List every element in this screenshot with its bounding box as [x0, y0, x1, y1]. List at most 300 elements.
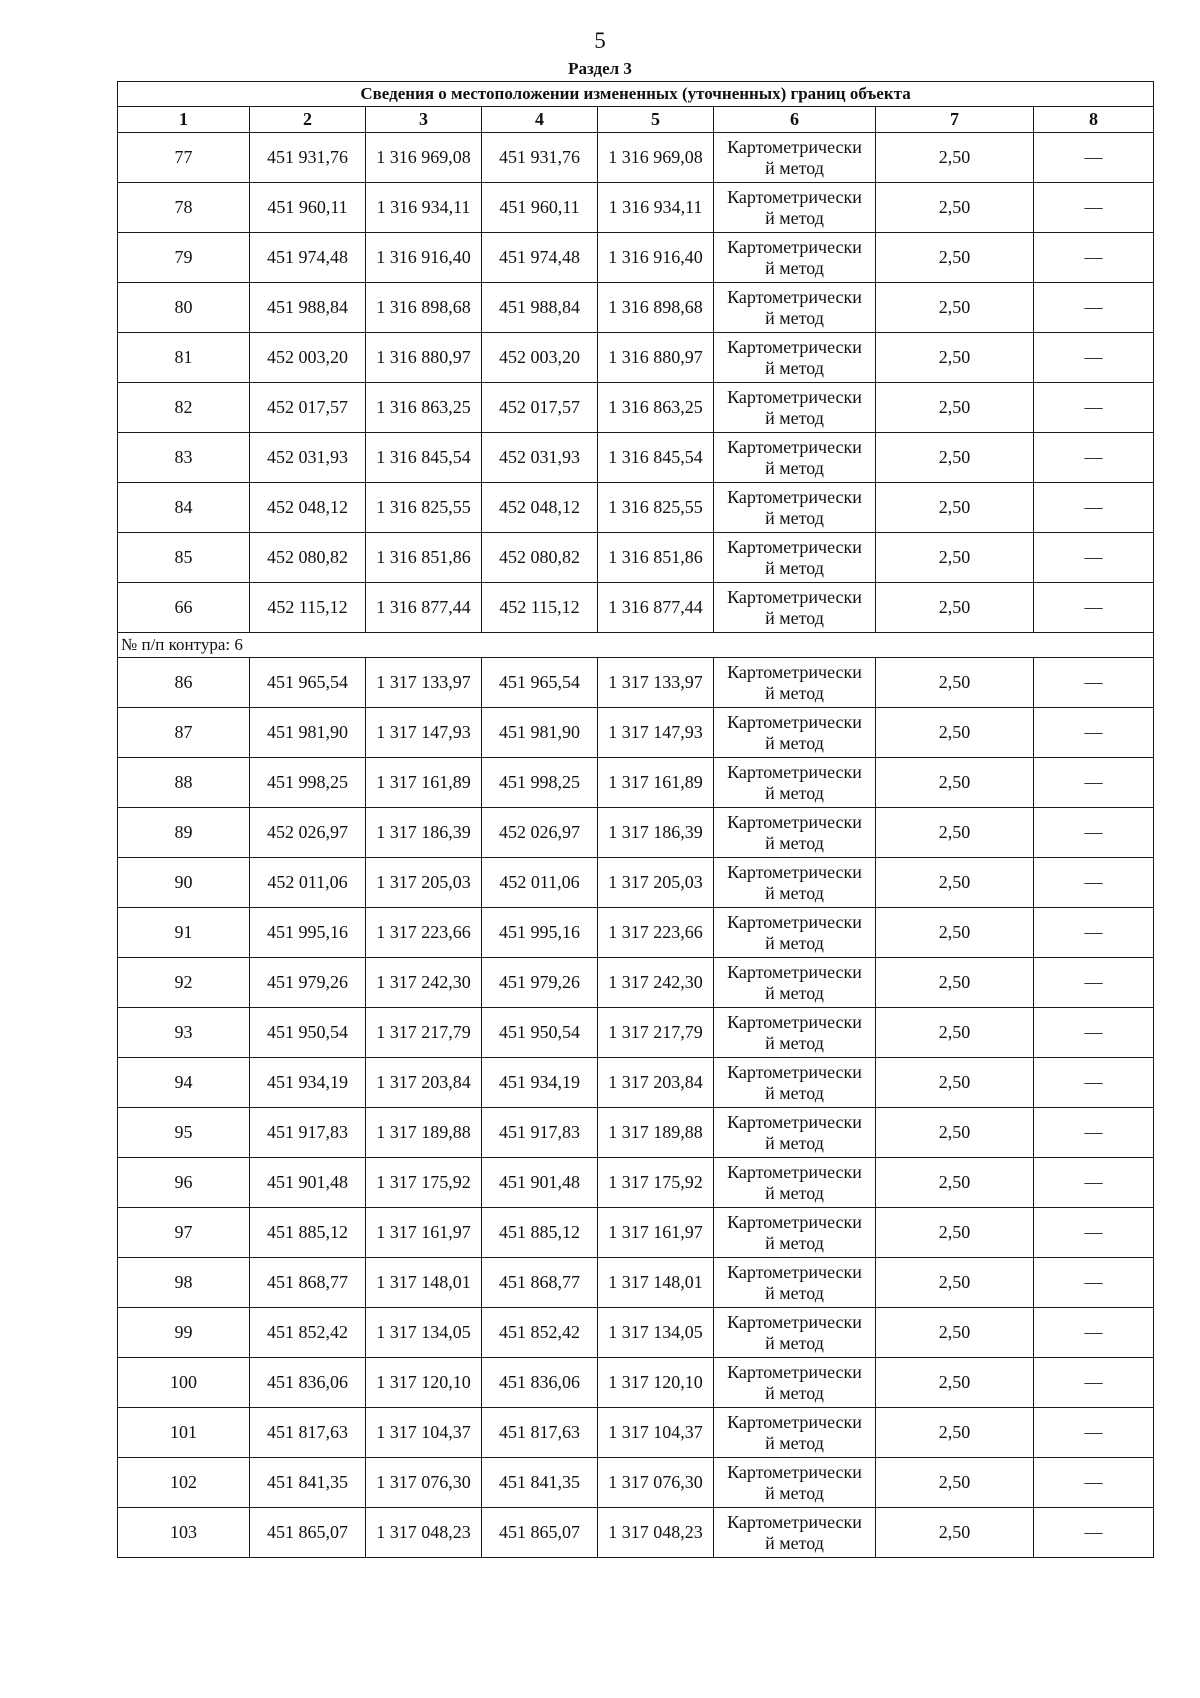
coord-y-cell: 1 316 825,55	[598, 483, 714, 533]
method-line-2: й метод	[765, 932, 824, 953]
method-line-2: й метод	[765, 607, 824, 628]
coord-x-cell: 452 031,93	[250, 433, 366, 483]
coord-y-cell: 1 316 825,55	[366, 483, 482, 533]
coord-y-cell: 1 316 863,25	[598, 383, 714, 433]
point-number-cell: 97	[118, 1208, 250, 1258]
accuracy-cell: 2,50	[876, 658, 1034, 708]
point-number-cell: 99	[118, 1308, 250, 1358]
method-line-1: Картометрически	[727, 1161, 862, 1182]
coord-x-cell: 451 865,07	[482, 1508, 598, 1558]
description-cell: —	[1034, 533, 1154, 583]
accuracy-cell: 2,50	[876, 1258, 1034, 1308]
accuracy-cell: 2,50	[876, 758, 1034, 808]
method-cell	[714, 483, 876, 533]
accuracy-cell: 2,50	[876, 908, 1034, 958]
coord-y-cell: 1 317 161,89	[366, 758, 482, 808]
method-line-1: Картометрически	[727, 186, 862, 207]
coord-x-cell: 451 868,77	[482, 1258, 598, 1308]
table-row	[118, 808, 1154, 858]
coord-y-cell: 1 317 203,84	[366, 1058, 482, 1108]
coord-y-cell: 1 317 148,01	[598, 1258, 714, 1308]
method-cell	[714, 283, 876, 333]
column-header: 6	[714, 107, 876, 133]
point-number-cell: 103	[118, 1508, 250, 1558]
method-cell	[714, 1058, 876, 1108]
method-line-1: Картометрически	[727, 336, 862, 357]
method-line-1: Картометрически	[727, 536, 862, 557]
method-cell	[714, 1208, 876, 1258]
method-cell	[714, 708, 876, 758]
table-caption-row	[118, 82, 1154, 107]
method-line-2: й метод	[765, 1482, 824, 1503]
accuracy-cell: 2,50	[876, 1208, 1034, 1258]
table-row	[118, 233, 1154, 283]
table-row	[118, 583, 1154, 633]
coord-x-cell: 451 865,07	[250, 1508, 366, 1558]
coord-x-cell: 451 836,06	[482, 1358, 598, 1408]
table-row	[118, 1008, 1154, 1058]
method-line-1: Картометрически	[727, 811, 862, 832]
coord-x-cell: 451 988,84	[250, 283, 366, 333]
coord-x-cell: 451 965,54	[250, 658, 366, 708]
method-line-1: Картометрически	[727, 386, 862, 407]
coord-y-cell: 1 316 845,54	[366, 433, 482, 483]
accuracy-cell: 2,50	[876, 433, 1034, 483]
method-cell	[714, 1358, 876, 1408]
point-number-cell: 96	[118, 1158, 250, 1208]
accuracy-cell: 2,50	[876, 233, 1034, 283]
coord-y-cell: 1 317 133,97	[366, 658, 482, 708]
method-line-1: Картометрически	[727, 1011, 862, 1032]
method-cell	[714, 583, 876, 633]
accuracy-cell: 2,50	[876, 858, 1034, 908]
coord-x-cell: 451 979,26	[482, 958, 598, 1008]
description-cell: —	[1034, 1508, 1154, 1558]
method-line-2: й метод	[765, 557, 824, 578]
coord-x-cell: 451 931,76	[250, 133, 366, 183]
coord-x-cell: 451 998,25	[250, 758, 366, 808]
column-header: 1	[118, 107, 250, 133]
coord-y-cell: 1 317 205,03	[598, 858, 714, 908]
description-cell: —	[1034, 1408, 1154, 1458]
coord-x-cell: 451 841,35	[250, 1458, 366, 1508]
method-line-1: Картометрически	[727, 286, 862, 307]
accuracy-cell: 2,50	[876, 383, 1034, 433]
coord-x-cell: 452 026,97	[250, 808, 366, 858]
coord-y-cell: 1 316 916,40	[598, 233, 714, 283]
coord-x-cell: 451 901,48	[250, 1158, 366, 1208]
method-line-2: й метод	[765, 982, 824, 1003]
table-row	[118, 1458, 1154, 1508]
coord-y-cell: 1 317 161,97	[598, 1208, 714, 1258]
coord-y-cell: 1 316 851,86	[598, 533, 714, 583]
table-row	[118, 858, 1154, 908]
coord-x-cell: 451 885,12	[250, 1208, 366, 1258]
coord-y-cell: 1 317 076,30	[366, 1458, 482, 1508]
description-cell: —	[1034, 858, 1154, 908]
method-line-2: й метод	[765, 257, 824, 278]
point-number-cell: 83	[118, 433, 250, 483]
coord-y-cell: 1 317 242,30	[598, 958, 714, 1008]
contour-label: № п/п контура: 6	[118, 633, 1154, 658]
description-cell: —	[1034, 583, 1154, 633]
table-row	[118, 533, 1154, 583]
method-cell	[714, 533, 876, 583]
coord-x-cell: 452 011,06	[482, 858, 598, 908]
coord-y-cell: 1 316 851,86	[366, 533, 482, 583]
table-row	[118, 708, 1154, 758]
table-row	[118, 908, 1154, 958]
method-cell	[714, 858, 876, 908]
accuracy-cell: 2,50	[876, 583, 1034, 633]
method-line-2: й метод	[765, 1532, 824, 1553]
coord-x-cell: 452 031,93	[482, 433, 598, 483]
coord-x-cell: 451 950,54	[482, 1008, 598, 1058]
point-number-cell: 86	[118, 658, 250, 708]
point-number-cell: 90	[118, 858, 250, 908]
accuracy-cell: 2,50	[876, 1008, 1034, 1058]
coord-y-cell: 1 317 186,39	[366, 808, 482, 858]
method-line-1: Картометрически	[727, 1411, 862, 1432]
coord-x-cell: 451 852,42	[250, 1308, 366, 1358]
description-cell: —	[1034, 1108, 1154, 1158]
coord-y-cell: 1 316 880,97	[598, 333, 714, 383]
coord-y-cell: 1 316 969,08	[598, 133, 714, 183]
coord-x-cell: 451 817,63	[482, 1408, 598, 1458]
coord-x-cell: 451 960,11	[250, 183, 366, 233]
coord-x-cell: 451 931,76	[482, 133, 598, 183]
coord-y-cell: 1 317 189,88	[366, 1108, 482, 1158]
method-line-2: й метод	[765, 1232, 824, 1253]
method-cell	[714, 1158, 876, 1208]
description-cell: —	[1034, 1458, 1154, 1508]
point-number-cell: 93	[118, 1008, 250, 1058]
coord-x-cell: 451 885,12	[482, 1208, 598, 1258]
coord-x-cell: 451 841,35	[482, 1458, 598, 1508]
coord-x-cell: 451 917,83	[250, 1108, 366, 1158]
method-line-2: й метод	[765, 157, 824, 178]
description-cell: —	[1034, 183, 1154, 233]
method-cell	[714, 1408, 876, 1458]
description-cell: —	[1034, 1058, 1154, 1108]
table-row	[118, 1508, 1154, 1558]
column-header: 7	[876, 107, 1034, 133]
coord-x-cell: 451 852,42	[482, 1308, 598, 1358]
point-number-cell: 88	[118, 758, 250, 808]
accuracy-cell: 2,50	[876, 1108, 1034, 1158]
method-cell	[714, 333, 876, 383]
point-number-cell: 102	[118, 1458, 250, 1508]
accuracy-cell: 2,50	[876, 1058, 1034, 1108]
coord-x-cell: 451 981,90	[482, 708, 598, 758]
method-line-2: й метод	[765, 1032, 824, 1053]
method-line-1: Картометрически	[727, 1261, 862, 1282]
coord-y-cell: 1 317 223,66	[366, 908, 482, 958]
section-title: Раздел 3	[568, 59, 632, 78]
coord-x-cell: 451 988,84	[482, 283, 598, 333]
method-line-2: й метод	[765, 1282, 824, 1303]
description-cell: —	[1034, 758, 1154, 808]
method-line-1: Картометрически	[727, 1211, 862, 1232]
accuracy-cell: 2,50	[876, 533, 1034, 583]
coord-y-cell: 1 317 120,10	[598, 1358, 714, 1408]
point-number-cell: 85	[118, 533, 250, 583]
coord-y-cell: 1 317 133,97	[598, 658, 714, 708]
coord-y-cell: 1 316 898,68	[366, 283, 482, 333]
method-line-1: Картометрически	[727, 1061, 862, 1082]
description-cell: —	[1034, 483, 1154, 533]
method-line-1: Картометрически	[727, 136, 862, 157]
method-cell	[714, 183, 876, 233]
table-row	[118, 1208, 1154, 1258]
method-line-2: й метод	[765, 507, 824, 528]
point-number-cell: 95	[118, 1108, 250, 1158]
method-line-2: й метод	[765, 1132, 824, 1153]
table-row	[118, 1258, 1154, 1308]
coord-x-cell: 452 048,12	[250, 483, 366, 533]
column-header: 8	[1034, 107, 1154, 133]
method-line-1: Картометрически	[727, 761, 862, 782]
coord-y-cell: 1 317 205,03	[366, 858, 482, 908]
method-line-1: Картометрически	[727, 861, 862, 882]
method-cell	[714, 383, 876, 433]
coord-y-cell: 1 317 217,79	[598, 1008, 714, 1058]
coord-x-cell: 452 080,82	[482, 533, 598, 583]
description-cell: —	[1034, 1358, 1154, 1408]
coord-x-cell: 451 965,54	[482, 658, 598, 708]
method-cell	[714, 133, 876, 183]
coord-y-cell: 1 317 161,97	[366, 1208, 482, 1258]
table-row	[118, 383, 1154, 433]
point-number-cell: 101	[118, 1408, 250, 1458]
method-cell	[714, 1008, 876, 1058]
table-row	[118, 1158, 1154, 1208]
coord-y-cell: 1 317 175,92	[366, 1158, 482, 1208]
coord-y-cell: 1 317 242,30	[366, 958, 482, 1008]
point-number-cell: 80	[118, 283, 250, 333]
contour-row	[118, 633, 1154, 658]
method-line-2: й метод	[765, 1082, 824, 1103]
point-number-cell: 94	[118, 1058, 250, 1108]
coord-x-cell: 451 817,63	[250, 1408, 366, 1458]
coordinates-table	[117, 81, 1154, 1558]
method-cell	[714, 808, 876, 858]
coord-x-cell: 452 115,12	[250, 583, 366, 633]
table-row	[118, 283, 1154, 333]
accuracy-cell: 2,50	[876, 1358, 1034, 1408]
table-row	[118, 133, 1154, 183]
coord-y-cell: 1 316 969,08	[366, 133, 482, 183]
coord-x-cell: 451 901,48	[482, 1158, 598, 1208]
coord-y-cell: 1 317 223,66	[598, 908, 714, 958]
method-line-1: Картометрически	[727, 436, 862, 457]
table-row	[118, 758, 1154, 808]
accuracy-cell: 2,50	[876, 1158, 1034, 1208]
coord-x-cell: 452 048,12	[482, 483, 598, 533]
coord-y-cell: 1 317 147,93	[366, 708, 482, 758]
description-cell: —	[1034, 333, 1154, 383]
coord-y-cell: 1 317 161,89	[598, 758, 714, 808]
method-line-1: Картометрически	[727, 586, 862, 607]
description-cell: —	[1034, 908, 1154, 958]
point-number-cell: 89	[118, 808, 250, 858]
coord-x-cell: 451 979,26	[250, 958, 366, 1008]
method-line-2: й метод	[765, 782, 824, 803]
method-line-1: Картометрически	[727, 1461, 862, 1482]
method-line-1: Картометрически	[727, 661, 862, 682]
table-row	[118, 483, 1154, 533]
coord-x-cell: 452 003,20	[482, 333, 598, 383]
point-number-cell: 87	[118, 708, 250, 758]
coord-x-cell: 451 974,48	[250, 233, 366, 283]
accuracy-cell: 2,50	[876, 483, 1034, 533]
coord-x-cell: 451 974,48	[482, 233, 598, 283]
method-line-2: й метод	[765, 307, 824, 328]
table-row	[118, 1108, 1154, 1158]
description-cell: —	[1034, 1208, 1154, 1258]
coord-x-cell: 451 995,16	[482, 908, 598, 958]
coord-x-cell: 452 026,97	[482, 808, 598, 858]
coord-x-cell: 451 995,16	[250, 908, 366, 958]
coord-y-cell: 1 317 120,10	[366, 1358, 482, 1408]
accuracy-cell: 2,50	[876, 1408, 1034, 1458]
coord-x-cell: 452 017,57	[250, 383, 366, 433]
coord-y-cell: 1 317 217,79	[366, 1008, 482, 1058]
method-line-2: й метод	[765, 732, 824, 753]
point-number-cell: 66	[118, 583, 250, 633]
table-row	[118, 1358, 1154, 1408]
description-cell: —	[1034, 808, 1154, 858]
point-number-cell: 100	[118, 1358, 250, 1408]
coord-y-cell: 1 317 104,37	[598, 1408, 714, 1458]
coord-y-cell: 1 317 104,37	[366, 1408, 482, 1458]
coord-y-cell: 1 317 048,23	[598, 1508, 714, 1558]
description-cell: —	[1034, 658, 1154, 708]
table-row	[118, 1308, 1154, 1358]
accuracy-cell: 2,50	[876, 1458, 1034, 1508]
accuracy-cell: 2,50	[876, 133, 1034, 183]
coord-y-cell: 1 316 877,44	[366, 583, 482, 633]
table-row	[118, 958, 1154, 1008]
description-cell: —	[1034, 133, 1154, 183]
table-row	[118, 658, 1154, 708]
coord-y-cell: 1 316 934,11	[598, 183, 714, 233]
table-row	[118, 333, 1154, 383]
point-number-cell: 82	[118, 383, 250, 433]
coord-x-cell: 451 981,90	[250, 708, 366, 758]
coord-y-cell: 1 316 880,97	[366, 333, 482, 383]
coord-y-cell: 1 317 147,93	[598, 708, 714, 758]
method-line-2: й метод	[765, 1182, 824, 1203]
method-cell	[714, 1308, 876, 1358]
method-line-1: Картометрически	[727, 1361, 862, 1382]
method-line-2: й метод	[765, 407, 824, 428]
accuracy-cell: 2,50	[876, 283, 1034, 333]
coord-x-cell: 451 917,83	[482, 1108, 598, 1158]
page-number: 5	[594, 28, 606, 53]
accuracy-cell: 2,50	[876, 1308, 1034, 1358]
coord-x-cell: 451 934,19	[482, 1058, 598, 1108]
coord-y-cell: 1 317 048,23	[366, 1508, 482, 1558]
table-caption: Сведения о местоположении измененных (уточненных) границ объекта	[118, 82, 1154, 107]
method-line-2: й метод	[765, 682, 824, 703]
description-cell: —	[1034, 1008, 1154, 1058]
coord-x-cell: 451 934,19	[250, 1058, 366, 1108]
coord-y-cell: 1 317 134,05	[598, 1308, 714, 1358]
description-cell: —	[1034, 958, 1154, 1008]
method-line-1: Картометрически	[727, 911, 862, 932]
method-line-2: й метод	[765, 457, 824, 478]
coord-y-cell: 1 317 189,88	[598, 1108, 714, 1158]
method-line-2: й метод	[765, 1432, 824, 1453]
method-cell	[714, 908, 876, 958]
description-cell: —	[1034, 1308, 1154, 1358]
accuracy-cell: 2,50	[876, 708, 1034, 758]
method-line-2: й метод	[765, 832, 824, 853]
method-cell	[714, 1258, 876, 1308]
method-line-1: Картометрически	[727, 486, 862, 507]
method-line-2: й метод	[765, 207, 824, 228]
method-line-2: й метод	[765, 1332, 824, 1353]
coord-y-cell: 1 317 203,84	[598, 1058, 714, 1108]
coord-x-cell: 452 080,82	[250, 533, 366, 583]
point-number-cell: 98	[118, 1258, 250, 1308]
coord-x-cell: 451 868,77	[250, 1258, 366, 1308]
method-cell	[714, 233, 876, 283]
coord-y-cell: 1 316 863,25	[366, 383, 482, 433]
coord-x-cell: 451 836,06	[250, 1358, 366, 1408]
method-cell	[714, 1458, 876, 1508]
point-number-cell: 78	[118, 183, 250, 233]
column-number-row	[118, 107, 1154, 133]
accuracy-cell: 2,50	[876, 333, 1034, 383]
description-cell: —	[1034, 383, 1154, 433]
point-number-cell: 81	[118, 333, 250, 383]
column-header: 4	[482, 107, 598, 133]
accuracy-cell: 2,50	[876, 958, 1034, 1008]
accuracy-cell: 2,50	[876, 1508, 1034, 1558]
coord-y-cell: 1 316 845,54	[598, 433, 714, 483]
method-line-1: Картометрически	[727, 1311, 862, 1332]
method-line-1: Картометрически	[727, 961, 862, 982]
description-cell: —	[1034, 433, 1154, 483]
column-header: 2	[250, 107, 366, 133]
method-line-1: Картометрически	[727, 236, 862, 257]
point-number-cell: 79	[118, 233, 250, 283]
coord-y-cell: 1 316 934,11	[366, 183, 482, 233]
table-row	[118, 1408, 1154, 1458]
accuracy-cell: 2,50	[876, 808, 1034, 858]
coord-y-cell: 1 317 186,39	[598, 808, 714, 858]
method-cell	[714, 433, 876, 483]
point-number-cell: 92	[118, 958, 250, 1008]
coord-x-cell: 452 003,20	[250, 333, 366, 383]
method-line-1: Картометрически	[727, 711, 862, 732]
table-row	[118, 1058, 1154, 1108]
method-line-2: й метод	[765, 1382, 824, 1403]
coord-x-cell: 451 998,25	[482, 758, 598, 808]
method-line-1: Картометрически	[727, 1111, 862, 1132]
column-header: 3	[366, 107, 482, 133]
point-number-cell: 91	[118, 908, 250, 958]
column-header: 5	[598, 107, 714, 133]
method-cell	[714, 958, 876, 1008]
method-cell	[714, 1108, 876, 1158]
coord-y-cell: 1 316 916,40	[366, 233, 482, 283]
table-row	[118, 433, 1154, 483]
table-row	[118, 183, 1154, 233]
description-cell: —	[1034, 1158, 1154, 1208]
